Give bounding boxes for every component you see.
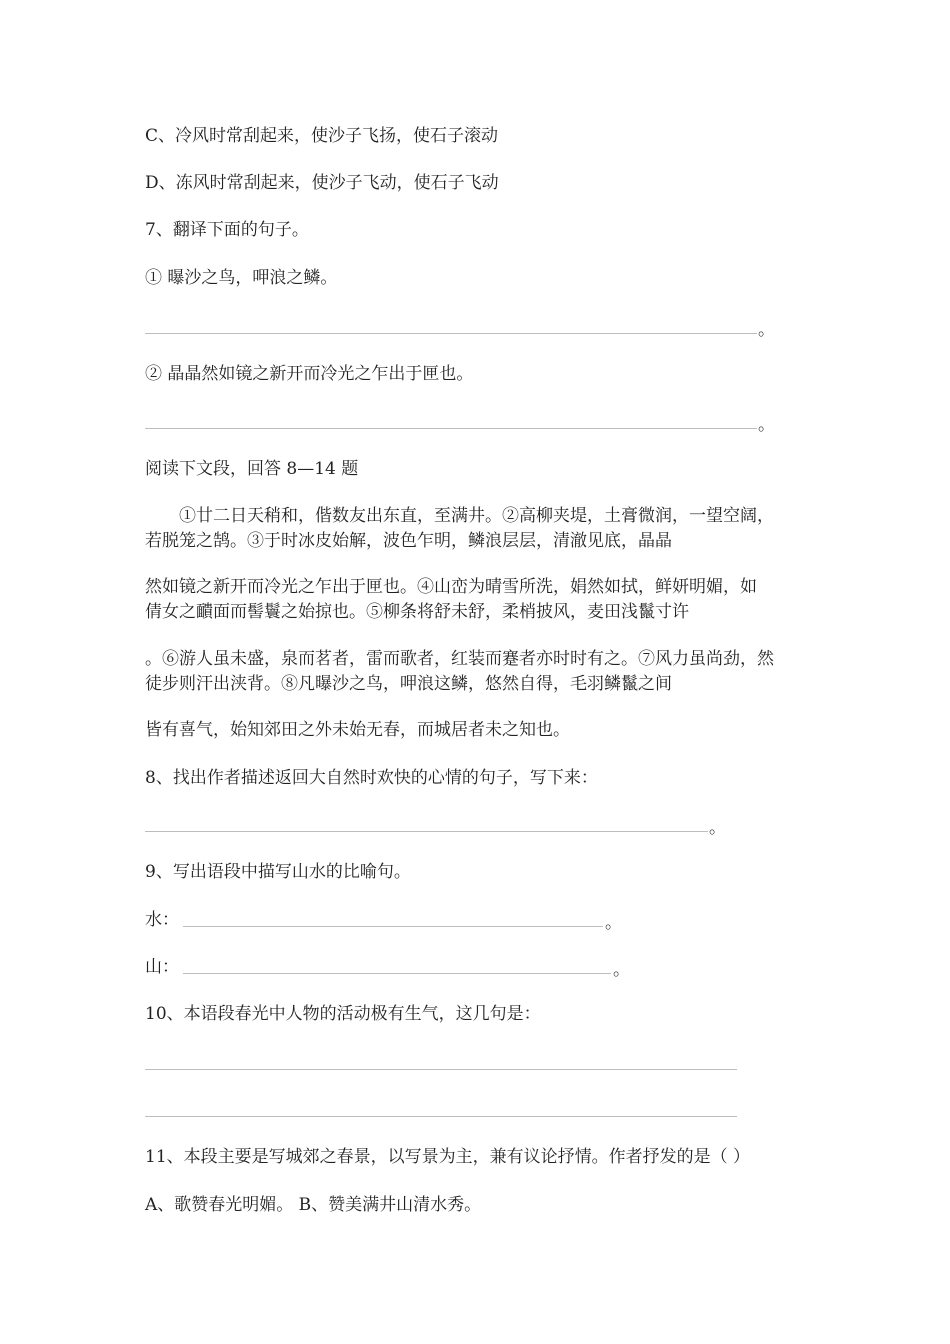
option-d: D、冻风时常刮起来，使沙子飞动，使石子飞动 [145,173,499,193]
passage-line: 倩女之靧面而髻鬟之始掠也。⑤柳条将舒未舒，柔梢披风，麦田浅鬣寸许 [145,602,689,622]
question-10-prompt: 10、本语段春光中人物的活动极有生气，这几句是： [145,1004,541,1024]
water-label: 水： [145,910,179,930]
sentence-2: ② 晶晶然如镜之新开而冷光之乍出于匣也。 [145,364,474,384]
answer-period: 。 [709,818,726,838]
passage-line: 若脱笼之鹄。③于时冰皮始解，波色乍明，鳞浪层层，清澈见底，晶晶 [145,531,672,551]
answer-line-water[interactable] [183,926,603,927]
answer-line-7-2[interactable] [145,428,757,429]
mountain-label: 山： [145,957,179,977]
answer-period: 。 [613,960,630,980]
sentence-1: ① 曝沙之鸟，呷浪之鳞。 [145,268,338,288]
question-9-prompt: 9、写出语段中描写山水的比喻句。 [145,862,411,882]
answer-line-mountain[interactable] [183,973,611,974]
answer-period: 。 [758,415,775,435]
answer-line-10-1[interactable] [145,1069,737,1070]
option-c: C、冷风时常刮起来，使沙子飞扬，使石子滚动 [145,126,499,146]
question-8-prompt: 8、找出作者描述返回大自然时欢快的心情的句子，写下来： [145,768,598,788]
reading-intro: 阅读下文段，回答 8—14 题 [145,459,359,479]
answer-period: 。 [605,913,622,933]
answer-line-7-1[interactable] [145,333,757,334]
answer-period: 。 [758,320,775,340]
passage-line: 徒步则汗出浃背。⑧凡曝沙之鸟，呷浪这鳞，悠然自得，毛羽鳞鬣之间 [145,674,672,694]
passage-line: 然如镜之新开而冷光之乍出于匣也。④山峦为晴雪所洗，娟然如拭，鲜妍明媚，如 [145,577,757,597]
answer-line-8[interactable] [145,831,708,832]
passage-line: 皆有喜气，始知郊田之外未始无春，而城居者未之知也。 [145,720,570,740]
question-7-prompt: 7、翻译下面的句子。 [145,220,309,240]
passage-line: 。⑥游人虽未盛，泉而茗者，雷而歌者，红装而蹇者亦时时有之。⑦风力虽尚劲，然 [145,649,774,669]
question-11-options: A、歌赞春光明媚。 B、赞美满井山清水秀。 [145,1195,482,1215]
question-11-prompt: 11、本段主要是写城郊之春景，以写景为主，兼有议论抒情。作者抒发的是（ ） [145,1147,751,1167]
passage-line: ①廿二日天稍和，偕数友出东直，至满井。②高柳夹堤，土膏微润，一望空阔， [179,506,774,526]
answer-line-10-2[interactable] [145,1116,737,1117]
